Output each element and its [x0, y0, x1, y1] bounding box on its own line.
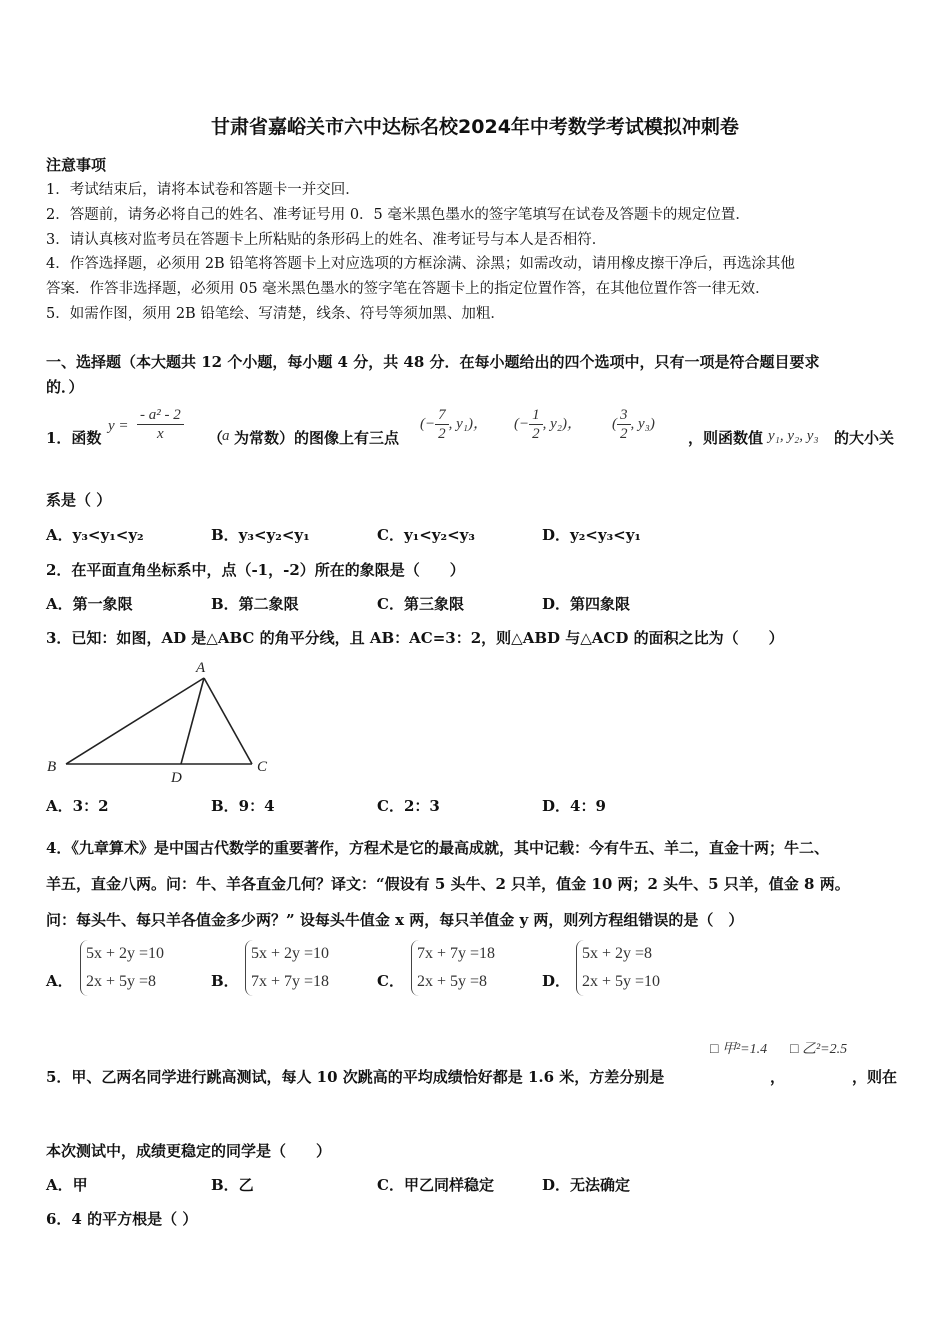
- notes-heading: 注意事项: [46, 156, 107, 174]
- side-ac: [204, 678, 252, 764]
- q3-text: 3．已知：如图，AD 是△ABC 的角平分线，且 AB：AC=3：2，则△ABD 与△ACD 的面积之比为（ ）: [46, 629, 784, 647]
- q2-text: 2．在平面直角坐标系中，点（-1，-2）所在的象限是（ ）: [46, 561, 465, 579]
- q1-p1-den: 2: [438, 426, 446, 442]
- q3-option-a[interactable]: A．3：2: [46, 797, 109, 815]
- equation: 2x + 5y =10: [582, 973, 661, 990]
- q1-tail: 的大小关: [834, 429, 895, 447]
- q1-option-c[interactable]: C．y₁<y₂<y₃: [377, 526, 475, 544]
- q1-a-var: a: [222, 428, 230, 444]
- q4-option-b-system[interactable]: [245, 940, 329, 996]
- q1-note-open: （: [208, 429, 224, 447]
- q1-function-lhs: y =: [108, 418, 129, 434]
- q2-option-a[interactable]: A．第一象限: [46, 595, 133, 613]
- q4-option-a-label[interactable]: A．: [46, 972, 73, 990]
- q1-after: ，则函数值: [688, 429, 764, 447]
- q1-point-1: (− $\frac{7}{2}$ , y₁)，: [420, 407, 488, 442]
- q1-option-a[interactable]: A．y₃<y₁<y₂: [46, 526, 144, 544]
- q3-option-c[interactable]: C．2：3: [377, 797, 440, 815]
- triangle-figure: [44, 658, 270, 786]
- q4-option-c-label[interactable]: C．: [377, 972, 404, 990]
- q5-option-c[interactable]: C．甲乙同样稳定: [377, 1176, 494, 1194]
- equation: 2x + 5y =8: [86, 973, 157, 990]
- note-item: 1．考试结束后，请将本试卷和答题卡一并交回．: [46, 182, 360, 198]
- q5-tail: ，则在: [852, 1068, 898, 1086]
- note-item: 答案．作答非选择题，必须用 05 毫米黑色墨水的签字笔在答题卡上的指定位置作答，在其他位置作答一律无效．: [46, 281, 770, 297]
- q1-option-d[interactable]: D．y₂<y₃<y₁: [542, 526, 642, 544]
- q2-option-d[interactable]: D．第四象限: [542, 595, 631, 613]
- q5-variance-jia: □ 甲²=1.4: [710, 1042, 768, 1057]
- note-item: 3．请认真核对监考员在答题卡上所粘贴的条形码上的姓名、准考证号与本人是否相符．: [46, 232, 607, 248]
- q3-option-b[interactable]: B．9：4: [211, 797, 275, 815]
- q1-p3-den: 2: [620, 426, 628, 442]
- note-item: 2．答题前，请务必将自己的姓名、准考证号用 0．5 毫米黑色墨水的签字笔填写在试卷及答题卡的规定位置．: [46, 207, 750, 223]
- equation: 7x + 7y =18: [417, 945, 496, 962]
- q4-line1: 4．《九章算术》是中国古代数学的重要著作，方程术是它的最高成就，其中记载：今有牛五、羊二，直金十两；牛二、: [46, 839, 829, 857]
- q5-variance-yi: □ 乙²=2.5: [790, 1042, 848, 1057]
- q1-p3-y: y₃: [638, 415, 650, 432]
- q5-option-a[interactable]: A．甲: [46, 1176, 88, 1194]
- q3-option-d[interactable]: D．4：9: [542, 797, 606, 815]
- q4-option-a-system[interactable]: [80, 940, 164, 996]
- q4-line2: 羊五，直金八两。问：牛、羊各直金几何？译文：“假设有 5 头牛、2 只羊，值金 10 两；2 头牛、5 只羊，值金 8 两。: [46, 875, 850, 893]
- q1-p3-num: 3: [617, 406, 631, 425]
- q5-line2: 本次测试中，成绩更稳定的同学是（ ）: [46, 1142, 332, 1160]
- q1-function-den: x: [157, 426, 164, 442]
- equation: 2x + 5y =8: [417, 973, 488, 990]
- q4-option-c-system[interactable]: [411, 940, 495, 996]
- label-c: C: [257, 759, 268, 775]
- note-item: 4．作答选择题，必须用 2B 铅笔将答题卡上对应选项的方框涂满、涂黑；如需改动，请用橡皮擦干净后，再选涂其他: [46, 256, 795, 272]
- note-item: 5．如需作图，须用 2B 铅笔绘、写清楚，线条、符号等须加黑、加粗．: [46, 306, 505, 322]
- q1-point-3: ( $\frac{3}{2}$ , y₃): [612, 407, 655, 442]
- equation: 5x + 2y =10: [251, 945, 330, 962]
- q2-option-b[interactable]: B．第二象限: [211, 595, 299, 613]
- q5-option-b[interactable]: B．乙: [211, 1176, 254, 1194]
- q4-option-d-label[interactable]: D．: [542, 972, 571, 990]
- q1-option-b[interactable]: B．y₃<y₂<y₁: [211, 526, 310, 544]
- q1-line2: 系是（ ）: [46, 491, 112, 509]
- section-heading: 一、选择题（本大题共 12 个小题，每小题 4 分，共 48 分．在每小题给出的四个选项中，只有一项是符合题目要求: [46, 353, 820, 371]
- q1-p2-num: 1: [529, 406, 543, 425]
- section-heading-cont: 的．）: [46, 378, 84, 396]
- label-a: A: [196, 660, 206, 676]
- q4-option-d-system[interactable]: [576, 940, 660, 996]
- page-title: 甘肃省嘉峪关市六中达标名校2024年中考数学考试模拟冲刺卷: [211, 116, 739, 138]
- label-d: D: [171, 770, 182, 786]
- q1-values: y₁, y₂, y₃: [768, 428, 819, 444]
- q1-function-num: - a² - 2: [137, 406, 184, 425]
- q1-function-frac: [137, 406, 184, 443]
- q1-prefix: 1．函数: [46, 429, 102, 447]
- equation: 5x + 2y =10: [86, 945, 165, 962]
- label-b: B: [47, 759, 57, 775]
- q4-line3: 问：每头牛、每只羊各值金多少两？” 设每头牛值金 x 两，每只羊值金 y 两，则列方程组错误的是（ ）: [46, 911, 744, 929]
- q1-p1-y: y₁: [456, 415, 468, 432]
- q1-p1-num: 7: [435, 406, 449, 425]
- q6-text: 6．4 的平方根是（ ）: [46, 1210, 198, 1228]
- equation: 5x + 2y =8: [582, 945, 653, 962]
- q1-point-2: (− $\frac{1}{2}$ , y₂)，: [514, 407, 582, 442]
- side-ab: [66, 678, 204, 764]
- q1-p2-den: 2: [532, 426, 540, 442]
- equation: 7x + 7y =18: [251, 973, 330, 990]
- q5-comma: ，: [770, 1068, 786, 1086]
- q2-option-c[interactable]: C．第三象限: [377, 595, 464, 613]
- q4-option-b-label[interactable]: B．: [211, 972, 239, 990]
- q1-p2-y: y₂: [550, 415, 562, 432]
- q5-option-d[interactable]: D．无法确定: [542, 1176, 631, 1194]
- q1-note-close: 为常数）的图像上有三点: [234, 429, 400, 447]
- q5-line1: 5．甲、乙两名同学进行跳高测试，每人 10 次跳高的平均成绩恰好都是 1.6 米，方差分别是: [46, 1068, 665, 1086]
